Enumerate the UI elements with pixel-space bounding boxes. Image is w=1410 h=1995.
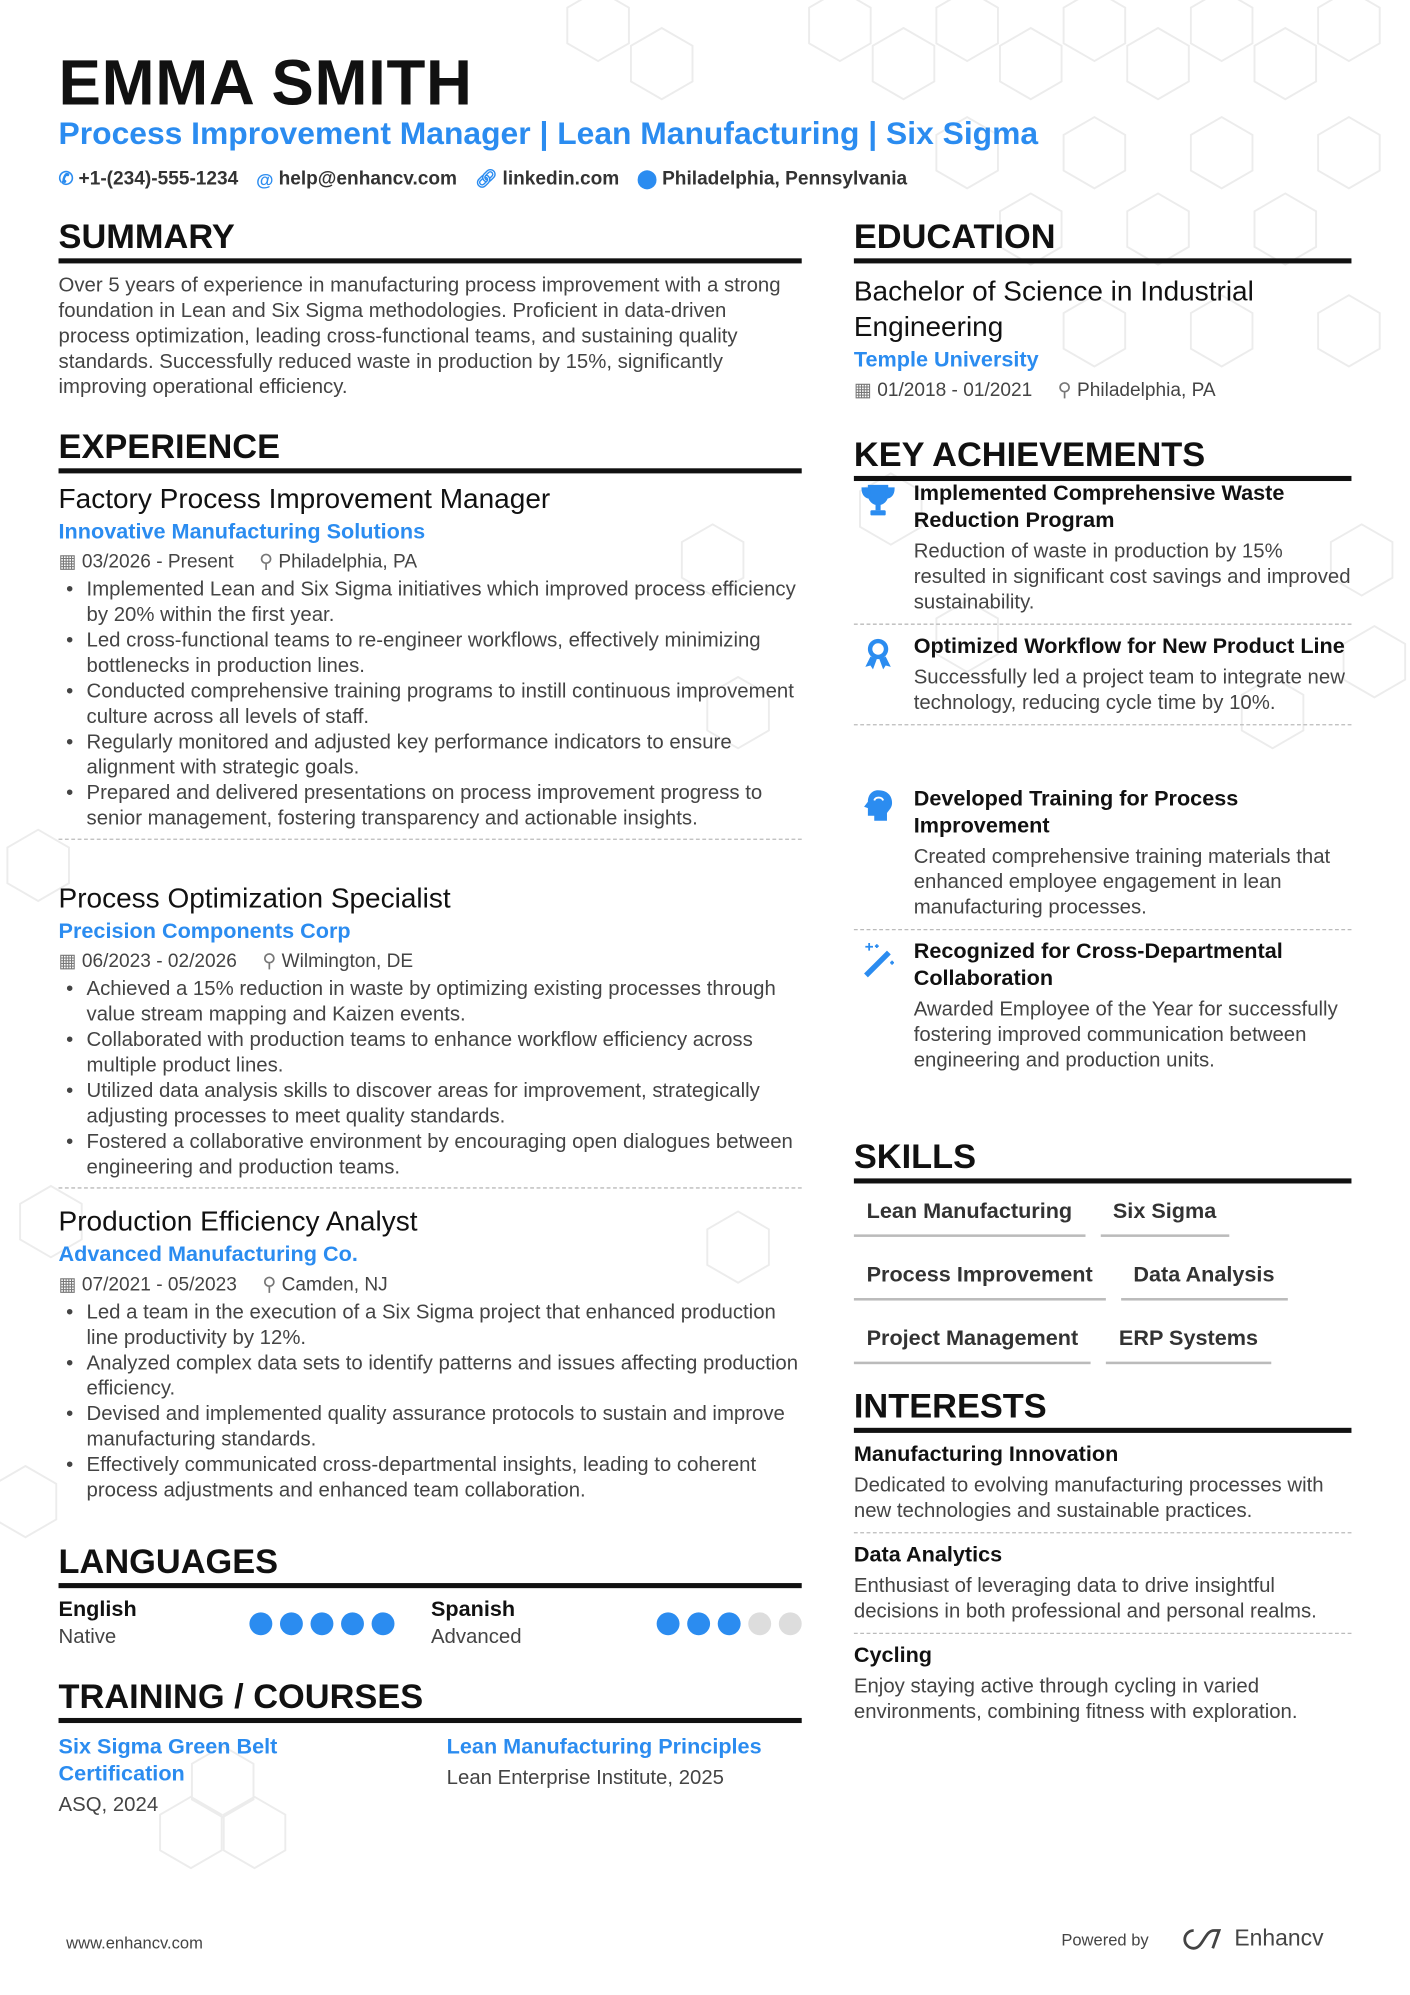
location-icon: ⚲ (259, 551, 274, 573)
achievement-title: Optimized Workflow for New Product Line (913, 633, 1345, 658)
divider (59, 1187, 802, 1188)
job-title: Process Optimization Specialist (58, 881, 451, 914)
job-bullet: • Analyzed complex data sets to identify patterns and issues affecting production efficiency. (59, 1351, 802, 1402)
job-bullet: • Utilized data analysis skills to discover areas for improvement, strategically adjusting processes to meet quality standards. (59, 1079, 802, 1130)
language-name: Spanish (430, 1597, 516, 1622)
education-dates: 01/2018 - 01/2021 (877, 379, 1033, 401)
rating-dot (371, 1612, 394, 1635)
experience-heading: EXPERIENCE (59, 428, 802, 474)
hexagon-shape (1064, 0, 1126, 61)
skill-tag: ERP Systems (1106, 1323, 1271, 1364)
job-bullet: • Led a team in the execution of a Six Sigma project that enhanced production line productivity by 12%. (59, 1301, 802, 1352)
job-bullets (59, 977, 802, 1181)
interest-item (854, 1441, 1352, 1534)
contact-linkedin[interactable] (475, 168, 619, 190)
candidate-title: Process Improvement Manager | Lean Manufacturing | Six Sigma (58, 115, 1039, 152)
course-detail: Lean Enterprise Institute, 2025 (446, 1767, 724, 1790)
linkedin-text: linkedin.com (502, 167, 620, 190)
company-name: Innovative Manufacturing Solutions (58, 519, 426, 544)
achievement-title: Implemented Comprehensive Waste Reduction Program (913, 481, 1285, 532)
job-bullet: • Regularly monitored and adjusted key performance indicators to ensure alignment with strategic goals. (59, 730, 802, 781)
skill-tag: Lean Manufacturing (854, 1196, 1085, 1237)
achievement-desc: Created comprehensive training materials that enhanced employee engagement in lean manufacturing processes. (913, 846, 1331, 919)
education-meta (854, 375, 1352, 406)
school: Temple University (853, 347, 1039, 372)
divider (59, 839, 802, 840)
hexagon-shape (1064, 117, 1126, 188)
calendar-icon: ▦ (853, 379, 872, 401)
achievement-item (854, 480, 1352, 625)
calendar-icon: ▦ (58, 950, 77, 973)
job-meta (59, 1270, 802, 1301)
job-bullet: • Fostered a collaborative environment by encouraging open dialogues between engineering and production teams. (59, 1130, 802, 1181)
job-meta (59, 947, 802, 978)
course-name: Lean Manufacturing Principles (446, 1734, 762, 1759)
interest-title: Cycling (853, 1642, 933, 1668)
location-icon: ⬤ (637, 167, 657, 189)
job-entry (59, 481, 802, 840)
job-bullet: • Achieved a 15% reduction in waste by optimizing existing processes through value stream mapping and Kaizen events. (59, 977, 802, 1028)
achievement-item (854, 938, 1352, 1074)
job-title: Production Efficiency Analyst (58, 1205, 418, 1237)
skill-tag: Project Management (854, 1323, 1091, 1364)
hexagon-shape (1344, 626, 1406, 697)
skill-tag: Data Analysis (1121, 1260, 1288, 1301)
course-item (447, 1733, 762, 1820)
job-location: Wilmington, DE (281, 950, 414, 973)
hexagon-shape (809, 0, 871, 61)
magic-wand-icon (859, 940, 897, 978)
calendar-icon: ▦ (58, 551, 77, 573)
interests-section (854, 1387, 1352, 1733)
interest-title: Data Analytics (853, 1542, 1003, 1567)
interest-item (854, 1642, 1352, 1726)
job-entry (59, 1204, 802, 1504)
achievements-heading: KEY ACHIEVEMENTS (854, 435, 1352, 481)
education-heading: EDUCATION (854, 218, 1352, 264)
skill-tag: Process Improvement (854, 1260, 1106, 1301)
course-detail: ASQ, 2024 (58, 1794, 159, 1816)
contact-phone[interactable] (59, 168, 239, 190)
achievement-item (854, 632, 1352, 725)
skills-section (854, 1138, 1352, 1365)
link-icon: 🔗︎ (474, 167, 498, 189)
hexagon-shape (631, 28, 693, 99)
location-icon: ⚲ (262, 1273, 277, 1296)
achievement-desc: Successfully led a project team to integrate new technology, reducing cycle time by 10%. (913, 666, 1345, 714)
language-rating (249, 1612, 394, 1635)
company-name: Advanced Manufacturing Co. (58, 1242, 358, 1267)
rating-dot (718, 1612, 741, 1635)
hexagon-shape (1000, 28, 1062, 99)
divider (854, 624, 1352, 625)
head-brain-icon (859, 788, 897, 826)
languages-section (59, 1542, 802, 1651)
rating-dot (657, 1612, 680, 1635)
skill-tag: Six Sigma (1100, 1196, 1229, 1237)
calendar-icon: ▦ (58, 1273, 77, 1296)
hexagon-shape (1191, 0, 1253, 61)
achievement-title: Developed Training for Process Improvement (913, 786, 1239, 838)
contact-location (637, 168, 907, 190)
award-ribbon-icon (859, 635, 897, 673)
rating-dot (280, 1612, 303, 1635)
summary-heading: SUMMARY (59, 218, 802, 264)
job-bullets (59, 1301, 802, 1505)
interest-item (854, 1541, 1352, 1634)
rating-dot (249, 1612, 272, 1635)
training-section (59, 1677, 802, 1820)
education-location: Philadelphia, PA (1076, 379, 1216, 401)
hexagon-shape (1191, 117, 1253, 188)
language-rating (657, 1612, 802, 1635)
job-bullet: • Devised and implemented quality assurance protocols to sustain and improve manufacturing standards. (59, 1402, 802, 1453)
languages-heading: LANGUAGES (59, 1542, 802, 1588)
job-dates: 07/2021 - 05/2023 (81, 1273, 237, 1296)
job-bullets (59, 578, 802, 833)
job-bullet: • Collaborated with production teams to enhance workflow efficiency across multiple product lines. (59, 1028, 802, 1079)
at-icon: @ (256, 168, 274, 189)
job-bullet: • Effectively communicated cross-departmental insights, leading to coherent process adjustments and enhanced team collaboration. (59, 1453, 802, 1504)
trophy-icon (859, 482, 897, 520)
interest-title: Manufacturing Innovation (853, 1441, 1119, 1466)
job-bullet: • Led cross-functional teams to re-engineer workflows, effectively minimizing bottlenecks in production lines. (59, 629, 802, 680)
candidate-name: EMMA SMITH (58, 47, 473, 119)
job-dates: 03/2026 - Present (81, 551, 234, 573)
footer-url[interactable]: www.enhancv.com (66, 1933, 203, 1953)
contact-bar (59, 168, 908, 190)
hexagon-shape (1127, 28, 1189, 99)
interest-desc: Dedicated to evolving manufacturing processes with new technologies and sustainable practices. (853, 1474, 1324, 1522)
divider (854, 1532, 1352, 1533)
hexagon-shape (567, 0, 629, 61)
job-bullet: • Prepared and delivered presentations on process improvement progress to senior management, fostering transparency and actionable insights. (59, 781, 802, 832)
job-location: Philadelphia, PA (278, 551, 418, 573)
degree: Bachelor of Science in Industrial Engineering (853, 274, 1254, 343)
rating-dot (779, 1612, 802, 1635)
location-text: Philadelphia, Pennsylvania (662, 167, 908, 190)
job-title: Factory Process Improvement Manager (58, 482, 551, 515)
language-name: English (58, 1597, 137, 1622)
powered-by: Powered by (1061, 1930, 1149, 1950)
hexagon-shape (0, 1466, 56, 1537)
summary-section (59, 218, 802, 401)
achievement-title: Recognized for Cross-Departmental Collaboration (913, 939, 1283, 991)
divider (854, 929, 1352, 930)
location-icon: ⚲ (262, 950, 277, 973)
rating-dot (310, 1612, 333, 1635)
contact-email[interactable] (256, 168, 457, 190)
job-bullet: • Implemented Lean and Six Sigma initiatives which improved process efficiency by 20% within the first year. (59, 578, 802, 629)
hexagon-shape (936, 0, 998, 61)
language-item (59, 1596, 431, 1652)
location-icon: ⚲ (1057, 379, 1072, 401)
job-meta (59, 547, 802, 578)
language-item (431, 1596, 802, 1652)
job-bullet: • Conducted comprehensive training programs to instill continuous improvement culture across all levels of staff. (59, 680, 802, 731)
achievement-desc: Reduction of waste in production by 15% resulted in significant cost savings and improved sustainability. (913, 540, 1351, 614)
phone-text: +1-(234)-555-1234 (78, 167, 239, 190)
hexagon-shape (1318, 0, 1380, 61)
rating-dot (748, 1612, 771, 1635)
achievement-item (854, 785, 1352, 930)
training-heading: TRAINING / COURSES (59, 1677, 802, 1723)
phone-icon: ✆ (58, 167, 74, 189)
enhancv-logo[interactable] (1181, 1925, 1324, 1952)
course-item (59, 1733, 447, 1820)
brand-name: Enhancv (1234, 1925, 1324, 1951)
rating-dot (341, 1612, 364, 1635)
divider (854, 724, 1352, 725)
divider (854, 1633, 1352, 1634)
experience-section (59, 428, 802, 474)
skills-heading: SKILLS (854, 1138, 1352, 1184)
enhancv-logo-icon (1181, 1926, 1227, 1951)
interests-heading: INTERESTS (854, 1387, 1352, 1433)
rating-dot (687, 1612, 710, 1635)
language-level: Native (58, 1626, 117, 1648)
job-location: Camden, NJ (281, 1273, 388, 1296)
education-section (854, 218, 1352, 406)
interest-desc: Enjoy staying active through cycling in varied environments, combining fitness with exploration. (853, 1675, 1298, 1724)
achievements-section (854, 435, 1352, 1122)
job-entry (59, 881, 802, 1189)
hexagon-shape (873, 28, 935, 99)
achievement-desc: Awarded Employee of the Year for successfully fostering improved communication between engineering and production units. (913, 998, 1338, 1072)
language-level: Advanced (430, 1626, 522, 1648)
hexagon-shape (1318, 117, 1380, 188)
course-name: Six Sigma Green Belt Certification (58, 1734, 278, 1786)
hexagon-shape (1254, 28, 1316, 99)
interest-desc: Enthusiast of leveraging data to drive insightful decisions in both professional and personal realms. (853, 1575, 1317, 1623)
email-text: help@enhancv.com (278, 167, 458, 190)
job-dates: 06/2023 - 02/2026 (81, 950, 237, 973)
company-name: Precision Components Corp (58, 918, 351, 943)
summary-text: Over 5 years of experience in manufacturing process improvement with a strong foundation in Lean and Six Sigma methodologies. Proficient in data-driven process optimization, leading cross-functional teams, and sustaining quality standards. Successfully reduced waste in production by 15%, significantly improving operational efficiency. (58, 274, 781, 399)
